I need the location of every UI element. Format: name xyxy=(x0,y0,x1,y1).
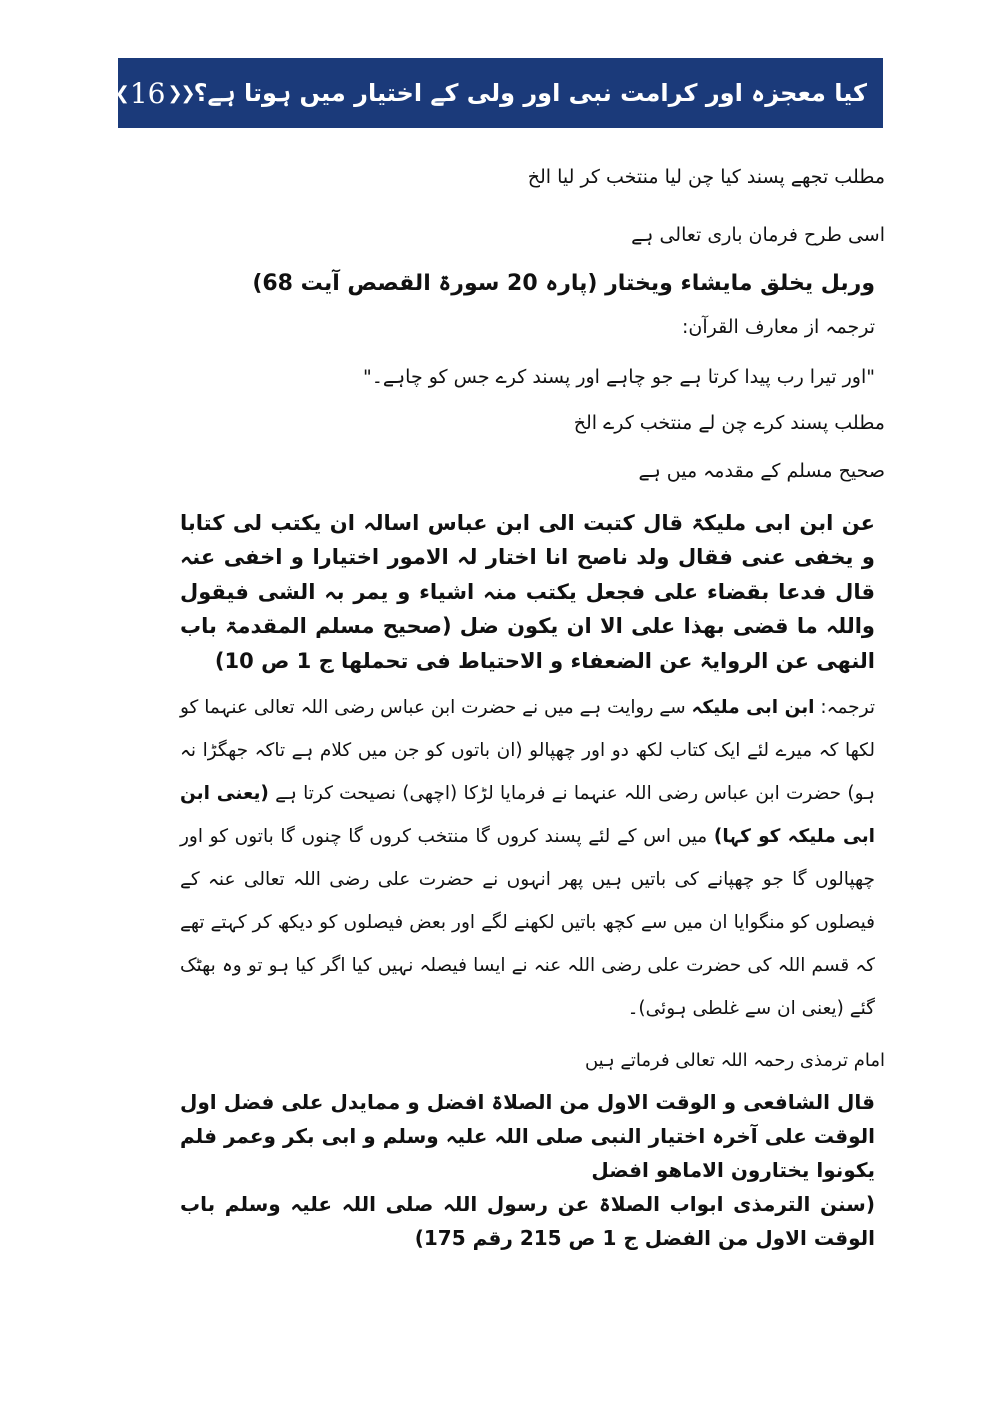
page-header xyxy=(101,58,883,128)
text-line-2: اسی طرح فرمان باری تعالی ہے xyxy=(631,223,885,246)
translation-part-1: سے روایت ہے میں نے حضرت ابن عباس رضی اللہ تعالی عنہما کو لکھا کہ میرے لئے ایک کتاب لکھ دو اور چھپالو (ان باتوں کو جن میں کلام ہے تاکہ جھگڑا نہ ہو) حضرت ابن عباس رضی اللہ عنہما نے فرمایا لڑکا (اچھی) نصیحت کرتا ہے xyxy=(180,697,875,805)
page-number-badge xyxy=(102,77,194,110)
translation-bracket: (یعنی ابن ابی ملیکہ کو کہا) xyxy=(180,783,875,848)
page-number: 16 xyxy=(129,76,166,110)
arabic-verse: وربل یخلق مایشاء ویختار (پارہ 20 سورۃ القصص آیت 68) xyxy=(252,270,875,296)
page-body xyxy=(150,160,885,1255)
arabic-tirmidhi: قال الشافعی و الوقت الاول من الصلاۃ افضل و ممایدل علی فضل اول الوقت علی آخرہ اختیار النبی صلی اللہ علیہ وسلم و ابی بکر وعمر فلم یکونوا یختارون الاماھو افضل xyxy=(180,1090,875,1183)
ornament-right-icon: ❯❯ xyxy=(167,82,194,104)
imam-line: امام ترمذی رحمہ اللہ تعالی فرماتے ہیں xyxy=(584,1050,885,1072)
narrator-name: ابن ابی ملیکہ xyxy=(691,697,815,719)
translation-part-2: میں اس کے لئے پسند کروں گا منتخب کروں گا چنوں گا باتوں کو اور چھپالوں گا جو چھپانے کی باتیں ہیں پھر انہوں نے حضرت علی رضی اللہ تعالی عنہ کے فیصلوں کو منگوایا ان میں سے کچھ باتیں لکھنے لگے اور بعض فیصلوں کو دیکھ کر کہتے تھے کہ قسم اللہ کی حضرت علی رضی اللہ عنہ نے ایسا فیصلہ نہیں کیا اگر کیا ہو تو وہ بھٹک گئے (یعنی ان سے غلطی ہوئی)۔ xyxy=(180,826,875,1020)
translation-heading: ترجمہ از معارف القرآن: xyxy=(681,316,875,339)
arabic-hadith: عن ابن ابی ملیکۃ قال کتبت الی ابن عباس اسالہ ان یکتب لی کتابا و یخفی عنی فقال ولد ناصح انا اختار لہ الامور اختیارا و اخفی عنہ قال فدعا بقضاء علی فجعل یکتب منہ اشیاء و یمر بہ الشی فیقول واللہ ما قضی بھذا علی الا ان یکون ضل (صحیح مسلم المقدمۃ باب النھی عن الروایۃ عن الضعفاء و الاحتیاط فی تحملھا ج 1 ص 10) xyxy=(180,510,875,673)
text-line-1: مطلب تجھے پسند کیا چن لیا منتخب کر لیا الخ xyxy=(527,166,885,188)
hadith-translation xyxy=(150,686,885,1030)
text-line-4: صحیح مسلم کے مقدمہ میں ہے xyxy=(638,459,885,482)
translation-label: ترجمہ: xyxy=(820,697,875,719)
ornament-left-icon: ❮❮ xyxy=(101,82,128,104)
arabic-reference: (سنن الترمذی ابواب الصلاۃ عن رسول اللہ صلی اللہ علیہ وسلم باب الوقت الاول من الفضل ج 1 ص 215 رقم 175) xyxy=(180,1192,875,1251)
translation-quote: "اور تیرا رب پیدا کرتا ہے جو چاہے اور پسند کرے جس کو چاہے۔" xyxy=(363,366,875,389)
chapter-title: کیا معجزہ اور کرامت نبی اور ولی کے اختیار میں ہوتا ہے؟ xyxy=(193,78,867,107)
text-line-3: مطلب پسند کرے چن لے منتخب کرے الخ xyxy=(573,412,885,435)
